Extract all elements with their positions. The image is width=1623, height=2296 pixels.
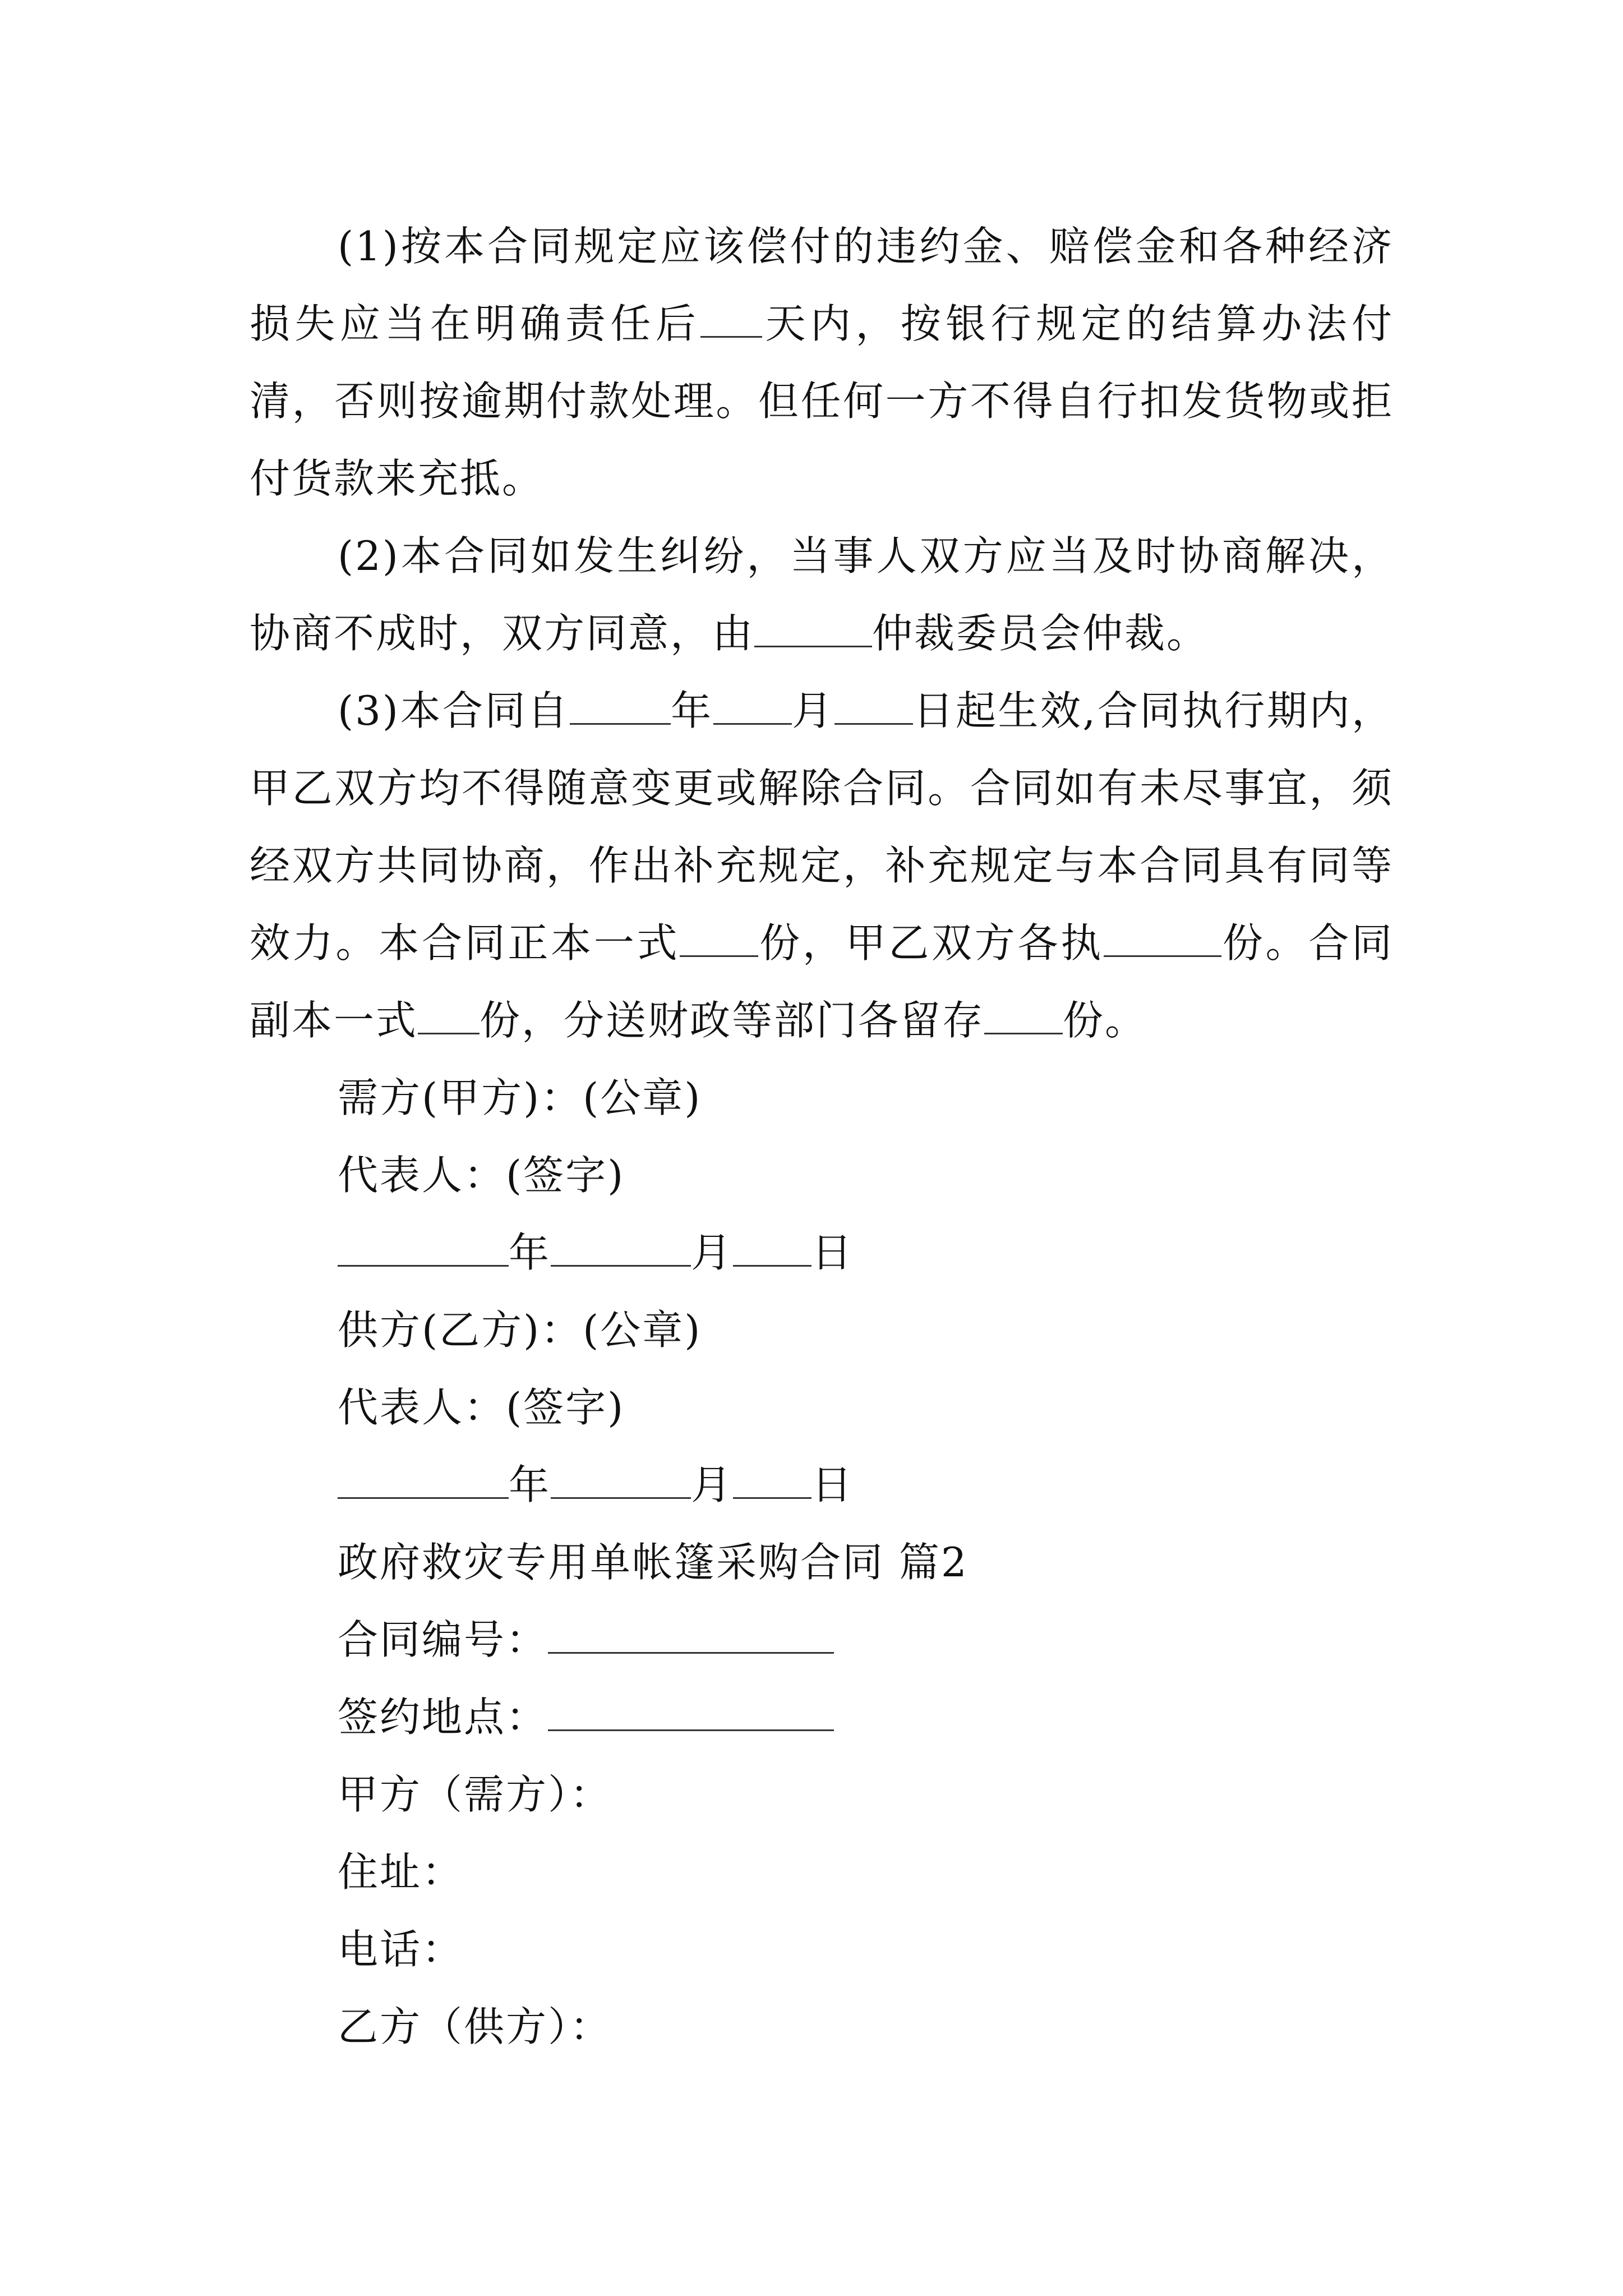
blank-effective-day	[834, 689, 913, 725]
buyer-date	[250, 1214, 1394, 1291]
clause-3-year: 年	[670, 687, 713, 734]
contract-number-label: 合同编号：	[338, 1616, 548, 1663]
blank-buyer-day	[733, 1231, 811, 1267]
clause-2-text-b: 仲裁委员会仲裁。	[872, 610, 1209, 657]
blank-sign-place	[548, 1696, 834, 1731]
blank-each-party-copies	[1104, 922, 1221, 957]
blank-buyer-month	[551, 1231, 691, 1267]
blank-effective-month	[713, 689, 792, 725]
buyer-seal: 需方(甲方)：(公章)	[338, 1074, 702, 1121]
clause-3-text-f: 份。	[1063, 997, 1147, 1044]
clause-3-month: 月	[791, 687, 834, 734]
blank-days	[700, 302, 762, 338]
seller-date-day: 日	[811, 1461, 854, 1508]
clause-3-text-e: 份，分送财政等部门各留存	[479, 997, 985, 1044]
blank-seller-day	[733, 1464, 811, 1499]
seller-representative: 代表人：(签字)	[338, 1384, 625, 1431]
buyer-date-day: 日	[811, 1229, 854, 1276]
seller-date-month: 月	[691, 1461, 734, 1508]
contract-2-title: 政府救灾专用单帐篷采购合同 篇2	[338, 1539, 969, 1586]
clause-3	[250, 672, 1394, 1059]
clause-1-text-a: (1)按本合同规定应该偿付的违约金、赔偿金和各种经济损失应当在明确责任后	[250, 223, 1394, 347]
blank-seller-month	[551, 1464, 691, 1499]
sign-place-line	[250, 1678, 1394, 1756]
blank-department-copies	[984, 999, 1063, 1034]
buyer-representative: 代表人：(签字)	[338, 1152, 625, 1199]
buyer-date-month: 月	[691, 1229, 734, 1276]
blank-original-copies	[680, 922, 758, 957]
clause-2-text-a: (2)本合同如发生纠纷，当事人双方应当及时协商解决，协商不成时，双方同意，由	[250, 532, 1394, 657]
blank-seller-year	[338, 1464, 509, 1499]
clause-3-text-d: 份。合同副本一式	[250, 919, 1394, 1044]
document-body	[250, 208, 1394, 2065]
address-line: 住址：	[338, 1848, 464, 1895]
clause-1-text-b: 天内，按银行规定的结算办法付清，否则按逾期付款处理。但任何一方不得自行扣发货物或拒付货款来充抵。	[250, 300, 1394, 502]
seller-seal: 供方(乙方)：(公章)	[338, 1306, 702, 1354]
seller-date	[250, 1446, 1394, 1524]
seller-date-year: 年	[509, 1461, 551, 1508]
sign-place-label: 签约地点：	[338, 1694, 548, 1741]
clause-2	[250, 517, 1394, 672]
blank-contract-number	[548, 1618, 834, 1654]
party-a-line: 甲方（需方）：	[338, 1771, 612, 1818]
blank-arbitration	[754, 612, 872, 647]
clause-1	[250, 208, 1394, 517]
blank-duplicate-copies	[418, 999, 479, 1034]
party-b-line: 乙方（供方）：	[338, 2003, 612, 2050]
phone-line: 电话：	[338, 1926, 464, 1973]
blank-buyer-year	[338, 1231, 509, 1267]
blank-effective-year	[570, 689, 671, 725]
buyer-date-year: 年	[509, 1229, 551, 1276]
clause-3-text-b: 日起生效,合同执行期内，甲乙双方均不得随意变更或解除合同。合同如有未尽事宜，须经双方共同协商，作出补充规定，补充规定与本合同具有同等效力。本合同正本一式	[250, 687, 1394, 967]
contract-number-line	[250, 1601, 1394, 1678]
clause-3-text-a: (3)本合同自	[338, 687, 570, 734]
clause-3-text-c: 份，甲乙双方各执	[758, 919, 1104, 967]
